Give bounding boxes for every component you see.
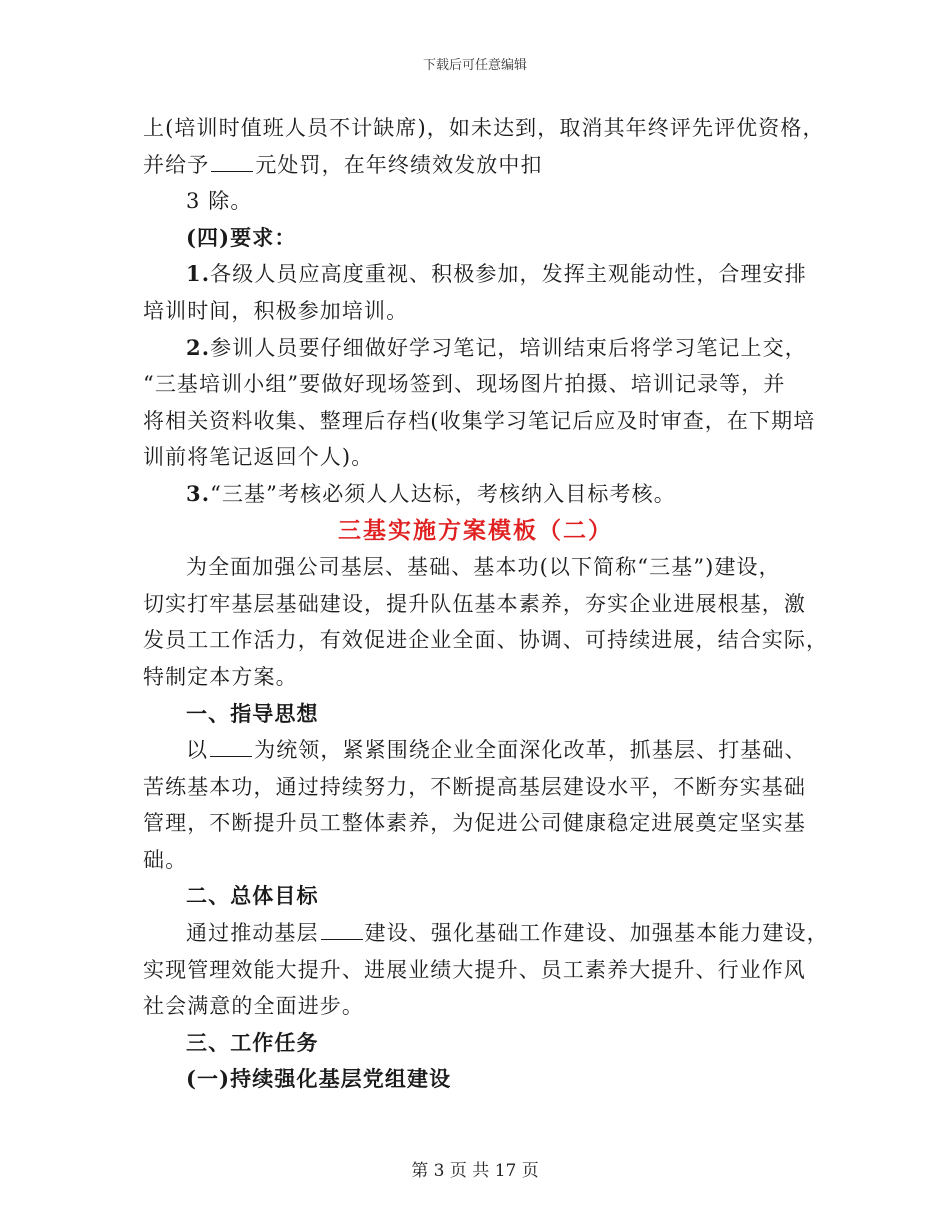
text-line: 管理，不断提升员工整体素养，为促进公司健康稳定进展奠定坚实基 — [143, 811, 806, 836]
text-fragment: 以 — [186, 738, 209, 763]
text-line: 础。 — [143, 847, 188, 872]
text-line: 上(培训时值班人员不计缺席)，如未达到，取消其年终评先评优资格， — [143, 116, 825, 140]
subsection-heading: (一)持续强化基层党组建设 — [186, 1066, 452, 1092]
text-line: “三基培训小组”要做好现场签到、现场图片拍摄、培训记录等，并 — [143, 372, 786, 397]
fill-blank — [321, 921, 363, 940]
text-line — [143, 732, 808, 769]
text-line: 切实打牢基层基础建设，提升队伍基本素养，夯实企业进展根基，激 — [143, 591, 806, 616]
text-fragment: 元处罚，在年终绩效发放中扣 — [255, 152, 543, 177]
text-line: 社会满意的全面进步。 — [143, 994, 364, 1019]
text-line: 为全面加强公司基层、基础、基本功(以下简称“三基”)建设， — [186, 555, 781, 580]
text-fragment: “三基”考核必须人人达标，考核纳入目标考核。 — [210, 481, 676, 506]
fill-blank — [210, 738, 252, 757]
text-fragment: 为统领，紧紧围绕企业全面深化改革，抓基层、打基础、 — [254, 738, 807, 763]
text-fragment: 参训人员要仔细做好学习笔记，培训结束后将学习笔记上交， — [210, 335, 807, 360]
text-line: 特制定本方案。 — [143, 664, 298, 689]
text-line — [143, 147, 808, 184]
text-fragment: 各级人员应高度重视、积极参加，发挥主观能动性，合理安排 — [210, 262, 807, 287]
page-header: 下载后可任意编辑 — [422, 58, 527, 73]
fill-blank — [211, 153, 253, 172]
list-item — [143, 476, 808, 513]
document-body — [143, 110, 829, 1098]
section-heading: 二、总体目标 — [186, 883, 319, 909]
text-line — [143, 915, 829, 952]
text-line: 发员工工作活力，有效促进企业全面、协调、可持续进展，结合实际， — [143, 628, 829, 653]
document-title: 三基实施方案模板（二） — [338, 516, 613, 544]
text-line: 实现管理效能大提升、进展业绩大提升、员工素养大提升、行业作风 — [143, 957, 806, 982]
list-item — [143, 256, 808, 293]
list-number: 1. — [186, 261, 211, 287]
list-item — [143, 330, 808, 367]
text-fragment: 建设、强化基础工作建设、加强基本能力建设， — [364, 921, 829, 946]
section-heading: 三、工作任务 — [186, 1029, 319, 1055]
page-footer: 第 3 页 共 17 页 — [411, 1161, 539, 1181]
text-line: 训前将笔记返回个人)。 — [143, 445, 374, 470]
section-heading: 一、指导思想 — [186, 700, 319, 726]
text-line: 培训时间，积极参加培训。 — [143, 298, 409, 323]
text-fragment: 通过推动基层 — [186, 921, 319, 946]
text-line: 苦练基本功，通过持续努力，不断提高基层建设水平，不断夯实基础 — [143, 774, 806, 799]
list-number: 2. — [186, 334, 211, 360]
text-line: 将相关资料收集、整理后存档(收集学习笔记后应及时审查，在下期培 — [143, 408, 816, 433]
text-fragment: 并给予 — [143, 152, 210, 177]
list-number: 3. — [186, 480, 211, 506]
section-heading: (四)要求： — [186, 224, 297, 250]
text-line: 3 除。 — [186, 189, 253, 214]
